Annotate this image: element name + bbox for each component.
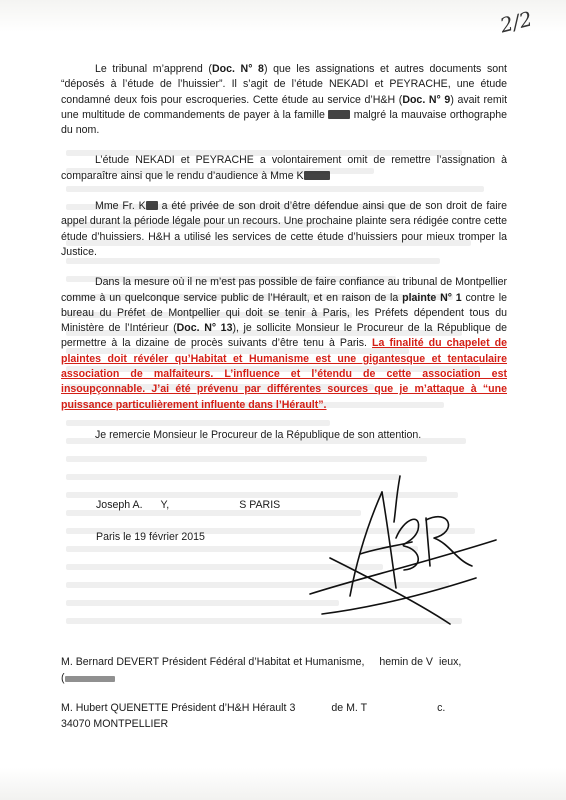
redaction-whiteout	[143, 498, 161, 509]
redaction-mark	[65, 676, 115, 682]
redaction-mark	[328, 110, 350, 119]
paragraph-5: Je remercie Monsieur le Procureur de la République de son attention.	[95, 428, 422, 441]
redaction-mark	[146, 201, 158, 210]
doc-ref-8: Doc. N° 8	[211, 63, 264, 75]
redaction-whiteout	[367, 655, 379, 666]
recipients-list	[61, 654, 511, 746]
signature-block	[96, 498, 280, 562]
redaction-whiteout	[367, 701, 437, 712]
doc-ref-13: Doc. N° 13	[176, 322, 233, 335]
doc-ref-9: Doc. N° 9	[402, 93, 451, 106]
sender-address: Joseph A. Y, S PARIS	[96, 499, 281, 511]
paragraph-1: Le tribunal m’apprend (Doc. N° 8) que les assignations et autres documents sont “déposés à l’étude de l’huissier”. Il s’agit de l’étude NEKADI et PEYRACHE, une étude condamné deux fois pour escroqueries. Cette étude au service d’H&H (Doc. N° 9) avait remit une multitude de commandements de payer à la famille malgré la mauvaise orthographe du nom.	[61, 63, 508, 137]
recipient-2: M. Hubert QUENETTE Président d’H&H Hérault 3 de M. T c. 34070 MONTPELLIER	[61, 702, 446, 730]
paragraph-2: L’étude NEKADI et PEYRACHE a volontairement omit de remettre l’assignation à comparaître ainsi que le rendu d’audience à Mme K	[61, 154, 507, 182]
paragraph-3: Mme Fr. K a été privée de son droit d’être défendue ainsi que de son droit de faire appel durant la période légale pour un recours. Une prochaine plainte sera rédigée contre cette étude d’huissiers. H&H a utilisé les services de cette étude d’huissiers pour mieux tromper la Justice.	[61, 200, 508, 258]
page-number: 2/2	[497, 6, 535, 38]
letter-date: Paris le 19 février 2015	[96, 531, 205, 543]
letter-body	[61, 62, 507, 458]
redaction-mark	[304, 171, 330, 180]
handwritten-signature	[300, 468, 500, 628]
highlighted-statement: La finalité du chapelet de plaintes doit révéler qu’Habitat et Humanisme est une gigantesque et tentaculaire association de malfaiteurs. L’influence et l’étendu de cette association est insoupçonnable. J’ai été prévenu par différentes sources que je m’attaque à “une puissance particulièrement influente dans l’Hérault”.	[61, 337, 508, 411]
recipient-1: M. Bernard DEVERT Président Fédéral d’Habitat et Humanisme, hemin de V ieux, (	[61, 656, 462, 684]
plainte-ref: plainte N° 1	[402, 291, 462, 304]
paragraph-4: Dans la mesure où il ne m’est pas possible de faire confiance au tribunal de Montpellier comme à un quelconque service public de l’Hérault, et en raison de la plainte N° 1 contre le bureau du Préfet de Montpellier qui doit se tenir à Paris, les Préfets dépendent tous du Ministère de l’Intérieur (Doc. N° 13), je sollicite Monsieur le Procureur de la République de permettre à la dizaine de procès suivants d’être tenu à Paris. La finalité du chapelet de plaintes doit révéler qu’Habitat et Humanisme est une gigantesque et tentaculaire association de malfaiteurs. L’influence et l’étendu de cette association est insoupçonnable. J’ai été prévenu par différentes sources que je m’attaque à “une puissance particulièrement influente dans l’Hérault”.	[61, 276, 508, 411]
redaction-whiteout	[169, 498, 239, 509]
redaction-whiteout	[295, 701, 331, 712]
